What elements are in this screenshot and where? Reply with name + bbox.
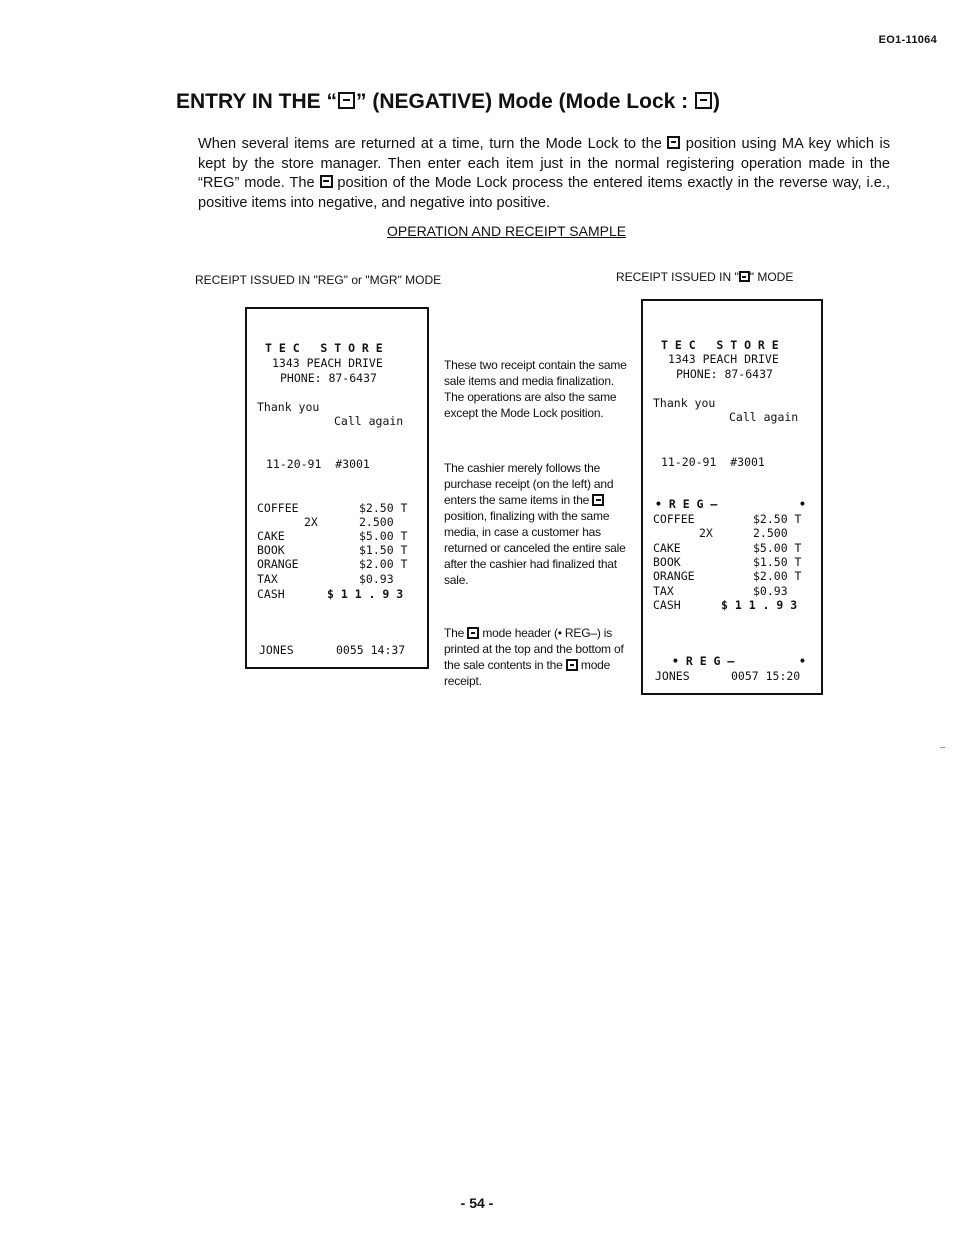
receipt-phone: PHONE: 87-6437 — [676, 367, 773, 381]
receipt-store-name: T E C S T O R E — [661, 338, 779, 352]
description-1: These two receipt contain the same sale items and media finalization. The operations are also the same except the Mode Lock position. — [444, 358, 627, 420]
receipt-footer-info: 0055 14:37 — [336, 643, 406, 657]
receipt-item-label: 2X — [304, 515, 318, 529]
title-part-1: ENTRY IN THE “ — [176, 90, 338, 113]
receipt-mode-footer-end: • — [799, 654, 806, 668]
receipt-item-value: $2.50 T — [359, 501, 408, 515]
receipt-cash-value: $ 1 1 . 9 3 — [327, 587, 404, 601]
receipt-item-value: $0.93 — [359, 572, 394, 586]
intro-text-1: When several items are returned at a time, turn the Mode Lock to the — [198, 136, 668, 152]
description-3-post: mode receipt. — [444, 658, 611, 688]
receipt-thanks: Thank you — [257, 400, 320, 414]
description-2-post: position, finalizing with the same media, in case a customer has returned or canceled the entire sale after the cashier had finalized that sale. — [444, 509, 626, 587]
receipt-item-value: $5.00 T — [753, 541, 802, 555]
receipt-footer-info: 0057 15:20 — [731, 669, 801, 683]
receipt-item-label: BOOK — [653, 555, 681, 569]
caption-right-pre: RECEIPT ISSUED IN " — [616, 270, 739, 284]
receipt-footer-clerk: JONES — [655, 669, 690, 683]
receipt-cash-label: CASH — [257, 587, 285, 601]
receipt-item-label: TAX — [257, 572, 278, 586]
negative-mode-icon — [338, 92, 355, 109]
page-title — [176, 90, 720, 114]
receipt-item-value: 2.500 — [359, 515, 394, 529]
receipt-call-again: Call again — [729, 410, 799, 424]
receipt-item-label: CAKE — [257, 529, 285, 543]
receipt-item-value: $2.50 T — [753, 512, 802, 526]
receipt-date-line: 11-20-91 #3001 — [266, 457, 370, 471]
negative-mode-icon — [592, 494, 604, 506]
receipt-negative-mode — [641, 299, 823, 695]
receipt-item-value: $1.50 T — [359, 543, 408, 557]
intro-text-3: position of the Mode Lock process the entered items exactly in the reverse way, i.e., positive items into negative, and negative into positive. — [198, 175, 891, 211]
receipt-reg-mode — [245, 307, 429, 669]
receipt-mode-header-end: • — [799, 497, 806, 511]
receipt-item-label: BOOK — [257, 543, 285, 557]
description-3-mid: mode header (• REG–) is printed at the top and the bottom of the sale contents in the — [444, 626, 624, 672]
receipt-cash-label: CASH — [653, 598, 681, 612]
receipt-mode-header: • R E G – — [655, 497, 718, 511]
receipt-item-label: TAX — [653, 584, 674, 598]
receipt-item-value: $0.93 — [753, 584, 788, 598]
receipt-phone: PHONE: 87-6437 — [280, 371, 377, 385]
receipt-call-again: Call again — [334, 414, 404, 428]
receipt-item-label: COFFEE — [653, 512, 695, 526]
negative-mode-icon — [739, 271, 750, 282]
document-number: EO1-11064 — [878, 34, 937, 46]
title-part-2: ” (NEGATIVE) Mode (Mode Lock : — [356, 90, 694, 113]
receipt-address: 1343 PEACH DRIVE — [668, 352, 779, 366]
receipt-cash-value: $ 1 1 . 9 3 — [721, 598, 798, 612]
negative-mode-icon — [320, 175, 333, 188]
receipt-item-value: $2.00 T — [359, 557, 408, 571]
receipt-date-line: 11-20-91 #3001 — [661, 455, 765, 469]
receipt-mode-footer: • R E G – — [672, 654, 735, 668]
description-2-pre: The cashier merely follows the purchase receipt (on the left) and enters the same items in the — [444, 461, 614, 507]
receipt-item-value: $2.00 T — [753, 569, 802, 583]
receipt-item-label: ORANGE — [257, 557, 299, 571]
caption-right — [616, 270, 793, 284]
title-part-3: ) — [712, 90, 720, 113]
receipt-footer-clerk: JONES — [259, 643, 294, 657]
receipt-store-name: T E C S T O R E — [265, 341, 383, 355]
receipt-item-label: COFFEE — [257, 501, 299, 515]
receipt-item-label: ORANGE — [653, 569, 695, 583]
negative-mode-icon — [566, 659, 578, 671]
receipt-item-value: $5.00 T — [359, 529, 408, 543]
intro-paragraph — [198, 135, 890, 213]
scan-speck — [940, 747, 945, 748]
description-3 — [444, 625, 629, 689]
caption-left: RECEIPT ISSUED IN "REG" or "MGR" MODE — [195, 273, 442, 287]
negative-mode-icon — [467, 627, 479, 639]
receipt-thanks: Thank you — [653, 396, 716, 410]
negative-mode-icon — [695, 92, 712, 109]
negative-mode-icon — [667, 136, 680, 149]
receipt-item-label: 2X — [699, 526, 713, 540]
receipt-item-label: CAKE — [653, 541, 681, 555]
operation-heading: OPERATION AND RECEIPT SAMPLE — [387, 223, 627, 239]
page-number: - 54 - — [460, 1195, 494, 1211]
receipt-item-value: $1.50 T — [753, 555, 802, 569]
receipt-address: 1343 PEACH DRIVE — [272, 356, 383, 370]
description-2 — [444, 460, 629, 588]
receipt-item-value: 2.500 — [753, 526, 788, 540]
description-3-pre: The — [444, 626, 468, 640]
intro-text-2: position using MA key which is kept by the store manager. Then enter each item just in the normal registering operation made in the “REG” mode. The — [198, 136, 890, 191]
caption-right-post: " MODE — [749, 270, 794, 284]
